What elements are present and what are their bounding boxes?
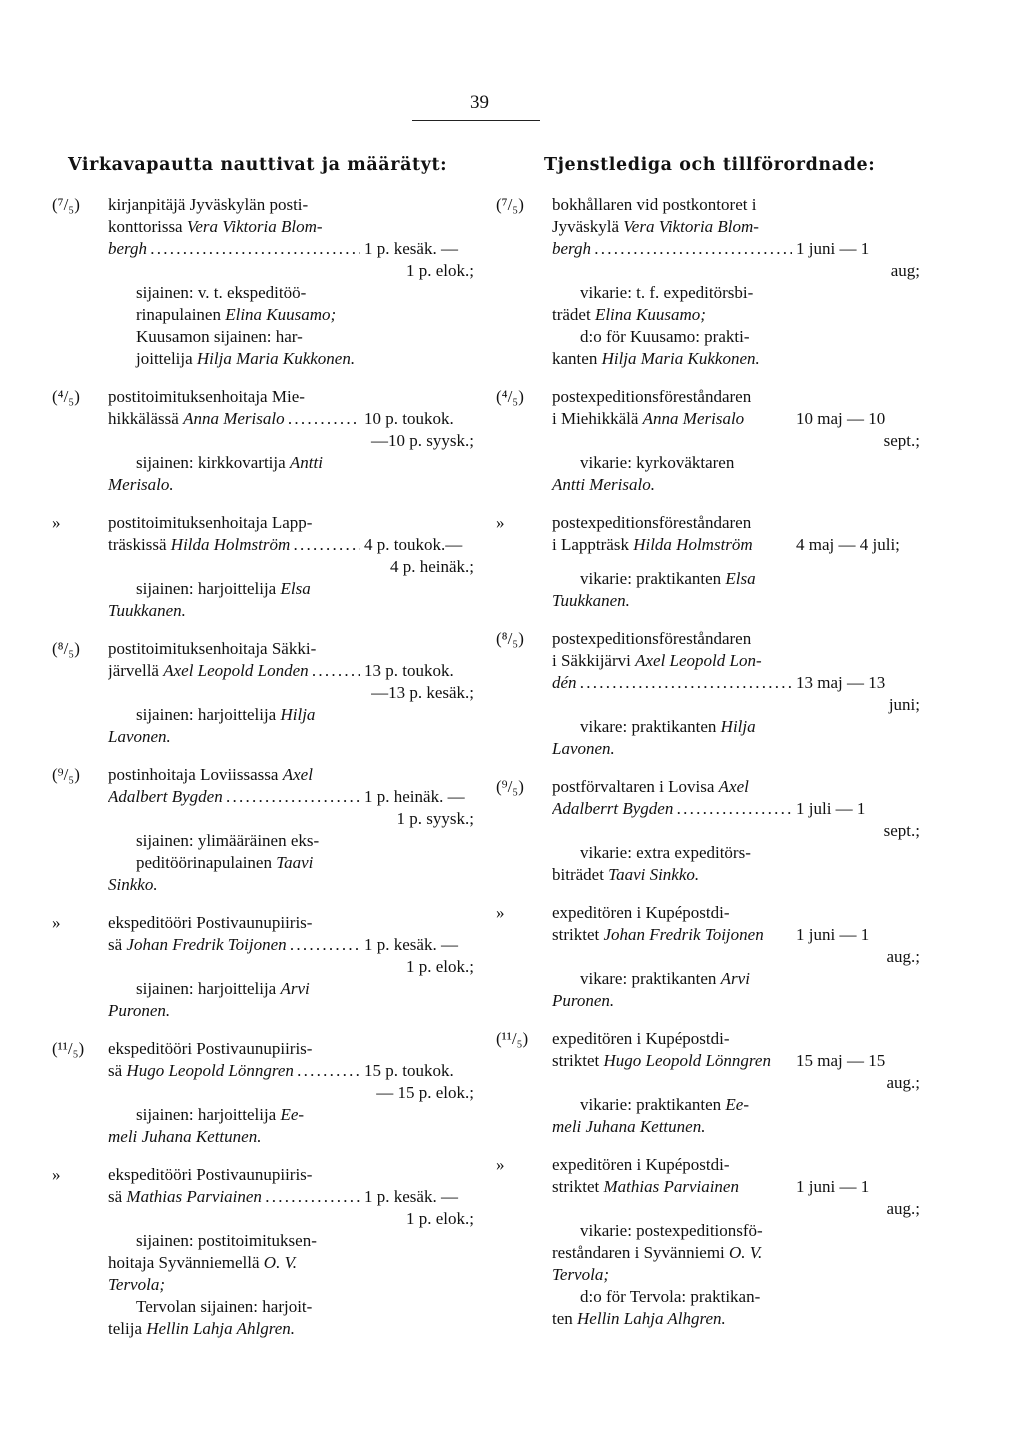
entry-axel-londen: (⁸/₅) postitoimituksenhoitaja Säkki- järvellä Axel Leopold Londen . . . 13 p. toukok. —13 p. kesäk.; sijainen: harjoittelija Hilja Lavonen. [52, 638, 484, 748]
substitute: vikare: praktikanten Hilja [580, 717, 756, 736]
leave-period-end: aug.; [886, 947, 920, 966]
entry-mathias-parviainen-sv: » expeditören i Kupépostdi- striktet Mathias Parviainen 1 juni — 1 aug.; vikarie: postexpeditionsfö- reståndaren i Syvänniemi O. V. Tervola; d:o för Tervola: praktikan- ten Hellin Lahja Alhgren. [496, 1154, 924, 1330]
entry-date: » [52, 513, 61, 532]
swedish-column-title: Tjenstlediga och tillförordnade: [544, 155, 876, 175]
substitute: sijainen: postitoimituksen- [136, 1231, 317, 1250]
substitute: sijainen: ylimääräinen eks- peditöörinapulainen Taavi [136, 831, 320, 872]
leave-period: 1 juni — 1 [796, 925, 870, 944]
substitute: vikarie: t. f. expeditörsbi- [580, 283, 754, 302]
entry-row: träskissä Hilda Holmström . . . 4 p. toukok.— [108, 534, 484, 556]
leave-period: 1 p. kesäk. — [364, 239, 458, 258]
header-rule [412, 120, 540, 121]
entry-mathias-parviainen: » ekspeditööri Postivaunupiiris- sä Mathias Parviainen . . . 1 p. kesäk. — 1 p. elok.; sijainen: postitoimituksen- hoitaja Syvänniemellä O. V. Tervola; Tervolan sijainen: harjoit- telija Hellin Lahja Ahlgren. [52, 1164, 484, 1340]
entry-date: (⁴/₅) [496, 387, 524, 406]
page-number: 39 [470, 92, 489, 113]
entry-row: sä Johan Fredrik Toijonen . . . 1 p. kesäk. — [108, 934, 484, 956]
entry-line: kirjanpitäjä Jyväskylän posti- [108, 195, 309, 214]
leave-period: 1 juni — 1 [796, 1177, 870, 1196]
entry-date: (¹¹/₅) [496, 1029, 529, 1048]
entry-johan-toijonen: » ekspeditööri Postivaunupiiris- sä Johan Fredrik Toijonen . . . 1 p. kesäk. — 1 p. elok.; sijainen: harjoittelija Arvi Puronen. [52, 912, 484, 1022]
entry-date: (⁸/₅) [496, 629, 524, 648]
entry-row: sä Hugo Leopold Lönngren . . . 15 p. toukok. [108, 1060, 484, 1082]
entry-anna-merisalo-sv: (⁴/₅) postexpeditionsföreståndaren i Miehikkälä Anna Merisalo 10 maj — 10 sept.; vikarie: kyrkoväktaren Antti Merisalo. [496, 386, 924, 496]
leave-period-end: —13 p. kesäk.; [371, 683, 474, 702]
leave-period-end: aug.; [886, 1073, 920, 1092]
leave-period-end: 1 p. elok.; [406, 1209, 474, 1228]
leave-period: 1 juni — 1 [796, 239, 870, 258]
entry-date: » [496, 513, 505, 532]
entry-date: (⁷/₅) [496, 195, 524, 214]
entry-row: Adalberrt Bygden . . . 1 juli — 1 [552, 798, 924, 820]
entry-vera-blombergh-sv: (⁷/₅) bokhållaren vid postkontoret i Jyväskylä Vera Viktoria Blom- bergh . . . 1 juni — 1 aug; vikarie: t. f. expeditörsbi- trädet Elina Kuusamo; d:o för Kuusamo: prakti- kanten Hilja Maria Kukkonen. [496, 194, 924, 370]
entry-date: (⁹/₅) [52, 765, 80, 784]
entry-row: bergh . . . 1 juni — 1 [552, 238, 924, 260]
leave-period: 15 p. toukok. [364, 1061, 454, 1080]
entry-date: (⁴/₅) [52, 387, 80, 406]
substitute: vikare: praktikanten Arvi [580, 969, 750, 988]
entry-vera-blombergh [52, 194, 484, 370]
leave-period-end: sept.; [883, 431, 920, 450]
leave-period-end: aug; [890, 261, 920, 280]
entry-date: » [496, 1155, 505, 1174]
entry-row: Adalbert Bygden . . . 1 p. heinäk. — [108, 786, 484, 808]
leave-period-end: — 15 p. elok.; [376, 1083, 474, 1102]
entry-date: (⁹/₅) [496, 777, 524, 796]
leave-period: 10 p. toukok. [364, 409, 454, 428]
entry-hugo-lonngren-sv: (¹¹/₅) expeditören i Kupépostdi- striktet Hugo Leopold Lönngren 15 maj — 15 aug.; vikarie: praktikanten Ee- meli Juhana Kettunen. [496, 1028, 924, 1138]
entry-row: dén . . . 13 maj — 13 [552, 672, 924, 694]
entry-row: striktet Mathias Parviainen 1 juni — 1 [552, 1176, 924, 1198]
finnish-column [52, 154, 484, 1340]
substitute: vikarie: kyrkoväktaren [580, 453, 735, 472]
entry-line: konttorissa Vera Viktoria Blom- [108, 217, 323, 236]
substitute: sijainen: harjoittelija Arvi [136, 979, 310, 998]
substitute: vikarie: praktikanten Ee- [580, 1095, 749, 1114]
leave-period: 15 maj — 15 [796, 1051, 886, 1070]
substitute: sijainen: v. t. ekspeditöö- rinapulainen Elina Kuusamo; Kuusamon sijainen: har- joittelija Hilja Maria Kukkonen. [136, 283, 356, 368]
entry-anna-merisalo: (⁴/₅) postitoimituksenhoitaja Mie- hikkälässä Anna Merisalo . . . 10 p. toukok. —10 p. syysk.; sijainen: kirkkovartija Antti Merisalo. [52, 386, 484, 496]
leave-period-end: sept.; [883, 821, 920, 840]
entry-row: striktet Hugo Leopold Lönngren 15 maj — 15 [552, 1050, 924, 1072]
entry-row: sä Mathias Parviainen . . . 1 p. kesäk. — [108, 1186, 484, 1208]
entry-hugo-lonngren: (¹¹/₅) ekspeditööri Postivaunupiiris- sä Hugo Leopold Lönngren . . . 15 p. toukok. — 15 p. elok.; sijainen: harjoittelija Ee- meli Juhana Kettunen. [52, 1038, 484, 1148]
entry-axel-londen-sv: (⁸/₅) postexpeditionsföreståndaren i Säkkijärvi Axel Leopold Lon- dén . . . 13 maj — 13 juni; vikare: praktikanten Hilja Lavonen. [496, 628, 924, 760]
leave-period-end: juni; [888, 695, 920, 714]
leave-period: 1 p. kesäk. — [364, 935, 458, 954]
substitute: sijainen: harjoittelija Elsa [136, 579, 311, 598]
substitute: sijainen: harjoittelija Hilja [136, 705, 316, 724]
entry-hilda-holmstrom-sv: » postexpeditionsföreståndaren i Lappträsk Hilda Holmström 4 maj — 4 juli; vikarie: praktikanten Elsa Tuukkanen. [496, 512, 924, 612]
entry-hilda-holmstrom: » postitoimituksenhoitaja Lapp- träskissä Hilda Holmström . . . 4 p. toukok.— 4 p. heinäk.; sijainen: harjoittelija Elsa Tuukkanen. [52, 512, 484, 622]
leave-period: 1 p. heinäk. — [364, 787, 465, 806]
leave-period: 4 p. toukok.— [364, 535, 463, 554]
leave-period-end: 1 p. syysk.; [396, 809, 474, 828]
leave-period-end: 1 p. elok.; [406, 261, 474, 280]
entry-axel-bygden-sv: (⁹/₅) postförvaltaren i Lovisa Axel Adalberrt Bygden . . . 1 juli — 1 sept.; vikarie: extra expeditörs- biträdet Taavi Sinkko. [496, 776, 924, 886]
entry-row: hikkälässä Anna Merisalo . . . 10 p. toukok. [108, 408, 484, 430]
leave-period-end: 4 p. heinäk.; [389, 557, 474, 576]
entry-axel-bygden: (⁹/₅) postinhoitaja Loviissassa Axel Adalbert Bygden . . . 1 p. heinäk. — 1 p. syysk.; sijainen: ylimääräinen eks- peditöörinapulainen Taavi Sinkko. [52, 764, 484, 896]
leave-period: 1 juli — 1 [796, 799, 866, 818]
leave-period-end: aug.; [886, 1199, 920, 1218]
entry-johan-toijonen-sv: » expeditören i Kupépostdi- striktet Johan Fredrik Toijonen 1 juni — 1 aug.; vikare: praktikanten Arvi Puronen. [496, 902, 924, 1012]
leave-period-end: —10 p. syysk.; [371, 431, 474, 450]
entry-row: i Lappträsk Hilda Holmström 4 maj — 4 juli; [552, 534, 924, 556]
entry-row: striktet Johan Fredrik Toijonen 1 juni — 1 [552, 924, 924, 946]
entry-row [108, 238, 484, 260]
person-name: Vera Viktoria Blom- [186, 217, 323, 236]
leave-period-end: 1 p. elok.; [406, 957, 474, 976]
entry-date: » [496, 903, 505, 922]
swedish-column [496, 154, 924, 1330]
leave-period: 13 p. toukok. [364, 661, 454, 680]
person-name: bergh [108, 239, 148, 258]
substitute: vikarie: extra expeditörs- [580, 843, 751, 862]
substitute: sijainen: kirkkovartija Antti [136, 453, 323, 472]
substitute: sijainen: harjoittelija Ee- [136, 1105, 305, 1124]
entry-date: » [52, 1165, 61, 1184]
leave-period: 13 maj — 13 [796, 673, 886, 692]
leave-period: 1 p. kesäk. — [364, 1187, 458, 1206]
substitute: vikarie: praktikanten Elsa [580, 569, 756, 588]
leave-period: 10 maj — 10 [796, 409, 886, 428]
entry-row: i Miehikkälä Anna Merisalo 10 maj — 10 [552, 408, 924, 430]
entry-date: (⁸/₅) [52, 639, 80, 658]
entry-row: järvellä Axel Leopold Londen . . . 13 p. toukok. [108, 660, 484, 682]
entry-date: (⁷/₅) [52, 195, 80, 214]
leave-period: 4 maj — 4 juli; [796, 535, 900, 554]
substitute: vikarie: postexpeditionsfö- [580, 1221, 763, 1240]
entry-date: (¹¹/₅) [52, 1039, 85, 1058]
finnish-column-title: Virkavapautta nauttivat ja määrätyt: [68, 155, 448, 175]
entry-date: » [52, 913, 61, 932]
